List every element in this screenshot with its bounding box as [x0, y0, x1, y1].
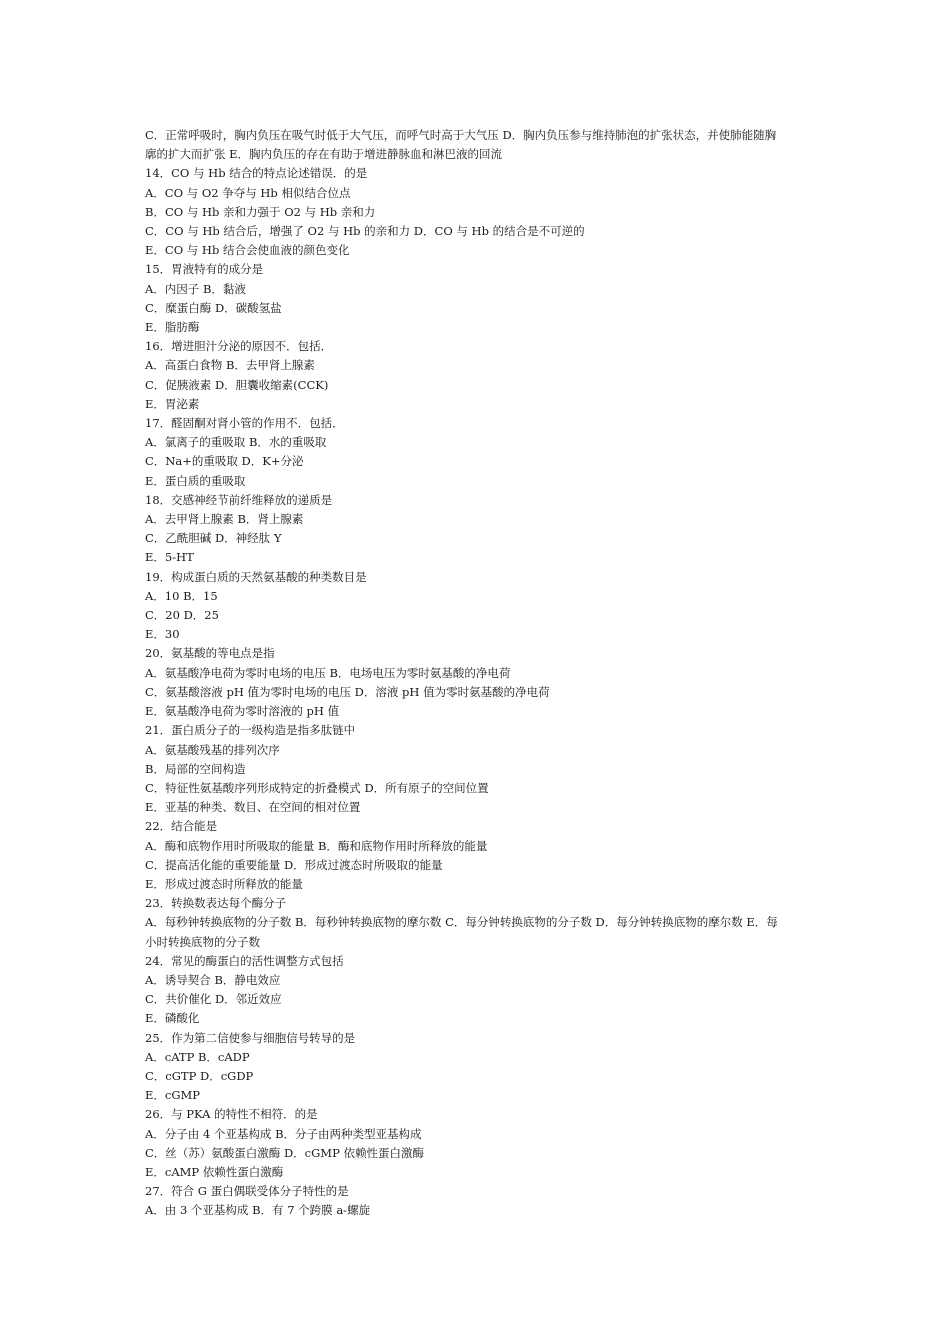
question-line: 20．氨基酸的等电点是指: [145, 646, 275, 661]
question-line: 18．交感神经节前纤维释放的递质是: [145, 492, 333, 507]
option-line: E．cGMP: [145, 1088, 201, 1103]
option-line: C．糜蛋白酶 D．碳酸氢盐: [145, 300, 282, 315]
option-line: C．提高活化能的重要能量 D．形成过渡态时所吸取的能量: [145, 857, 443, 872]
question-line: 25．作为第二信使参与细胞信号转导的是: [145, 1030, 356, 1045]
option-line: A．cATP B．cADP: [145, 1049, 250, 1064]
document-body: [145, 126, 805, 1221]
option-line: C．特征性氨基酸序列形成特定的折叠模式 D．所有原子的空间位置: [145, 780, 489, 795]
option-line: C．Na+的重吸取 D．K+分泌: [145, 454, 304, 469]
question-line: 23．转换数表达每个酶分子: [145, 896, 287, 911]
question-line: 24．常见的酶蛋白的活性调整方式包括: [145, 953, 344, 968]
option-line: C．促胰液素 D．胆囊收缩素(CCK): [145, 377, 329, 392]
option-line: C．乙酰胆碱 D．神经肽 Y: [145, 531, 282, 546]
question-line: 16．增进胆汁分泌的原因不．包括．: [145, 339, 333, 354]
option-line: E．形成过渡态时所释放的能量: [145, 876, 303, 891]
option-line: E．cAMP 依赖性蛋白激酶: [145, 1164, 284, 1179]
question-line: 19．构成蛋白质的天然氨基酸的种类数目是: [145, 569, 367, 584]
option-line: B．CO 与 Hb 亲和力强于 O2 与 Hb 亲和力: [145, 204, 376, 219]
question-line: 26．与 PKA 的特性不相符．的是: [145, 1107, 318, 1122]
option-line: A．去甲肾上腺素 B．肾上腺素: [145, 512, 304, 527]
question-line: 22．结合能是: [145, 819, 218, 834]
option-line: A．高蛋白食物 B．去甲肾上腺素: [145, 358, 315, 373]
option-line: A．CO 与 O2 争夺与 Hb 相似结合位点: [145, 185, 351, 200]
option-line: A．酶和底物作用时所吸取的能量 B．酶和底物作用时所释放的能量: [145, 838, 488, 853]
option-line: B．局部的空间构造: [145, 761, 246, 776]
option-line: E．30: [145, 627, 180, 642]
option-line: C．20 D．25: [145, 608, 219, 623]
option-line: E．CO 与 Hb 结合会使血液的颜色变化: [145, 243, 350, 258]
option-line: E．5-HT: [145, 550, 194, 565]
option-line: E．磷酸化: [145, 1011, 200, 1026]
text-line: C．正常呼吸时，胸内负压在吸气时低于大气压，而呼气时高于大气压 D．胸内负压参与维持肺泡的扩张状态，并使肺能随胸: [145, 128, 777, 142]
option-line: C．CO 与 Hb 结合后，增强了 O2 与 Hb 的亲和力 D．CO 与 Hb 的结合是不可逆的: [145, 224, 585, 239]
option-line: A．氨基酸残基的排列次序: [145, 742, 280, 757]
option-line: A．由 3 个亚基构成 B．有 7 个跨膜 a-螺旋: [145, 1203, 371, 1218]
option-line: A．每秒钟转换底物的分子数 B．每秒钟转换底物的摩尔数 C．每分钟转换底物的分子数 D．每分钟转换底物的摩尔数 E．每: [145, 915, 778, 930]
question-line: 15．胃液特有的成分是: [145, 262, 264, 277]
option-line: E．亚基的种类、数目、在空间的相对位置: [145, 800, 361, 815]
option-line: A．氨基酸净电荷为零时电场的电压 B．电场电压为零时氨基酸的净电荷: [145, 665, 511, 680]
option-line: 小时转换底物的分子数: [145, 934, 260, 949]
question-line: 14．CO 与 Hb 结合的特点论述错误．的是: [145, 166, 368, 181]
question-line: 27．符合 G 蛋白偶联受体分子特性的是: [145, 1184, 349, 1199]
option-line: A．10 B．15: [145, 588, 218, 603]
text-line: 廓的扩大而扩张 E．胸内负压的存在有助于增进静脉血和淋巴液的回流: [145, 147, 503, 162]
option-line: C．共价催化 D．邻近效应: [145, 992, 282, 1007]
question-line: 21．蛋白质分子的一级构造是指多肽链中: [145, 723, 356, 738]
question-line: 17．醛固酮对肾小管的作用不．包括．: [145, 416, 344, 431]
option-line: C．cGTP D．cGDP: [145, 1068, 254, 1083]
option-line: A．诱导契合 B．静电效应: [145, 972, 281, 987]
option-line: C．丝（苏）氨酸蛋白激酶 D．cGMP 依赖性蛋白激酶: [145, 1145, 424, 1160]
option-line: A．内因子 B．黏液: [145, 281, 246, 296]
option-line: E．脂肪酶: [145, 320, 200, 335]
option-line: E．氨基酸净电荷为零时溶液的 pH 值: [145, 704, 340, 719]
option-line: E．胃泌素: [145, 396, 200, 411]
option-line: A．分子由 4 个亚基构成 B．分子由两种类型亚基构成: [145, 1126, 422, 1141]
option-line: A．氯离子的重吸取 B．水的重吸取: [145, 435, 327, 450]
option-line: C．氨基酸溶液 pH 值为零时电场的电压 D．溶液 pH 值为零时氨基酸的净电荷: [145, 684, 550, 699]
option-line: E．蛋白质的重吸取: [145, 473, 246, 488]
